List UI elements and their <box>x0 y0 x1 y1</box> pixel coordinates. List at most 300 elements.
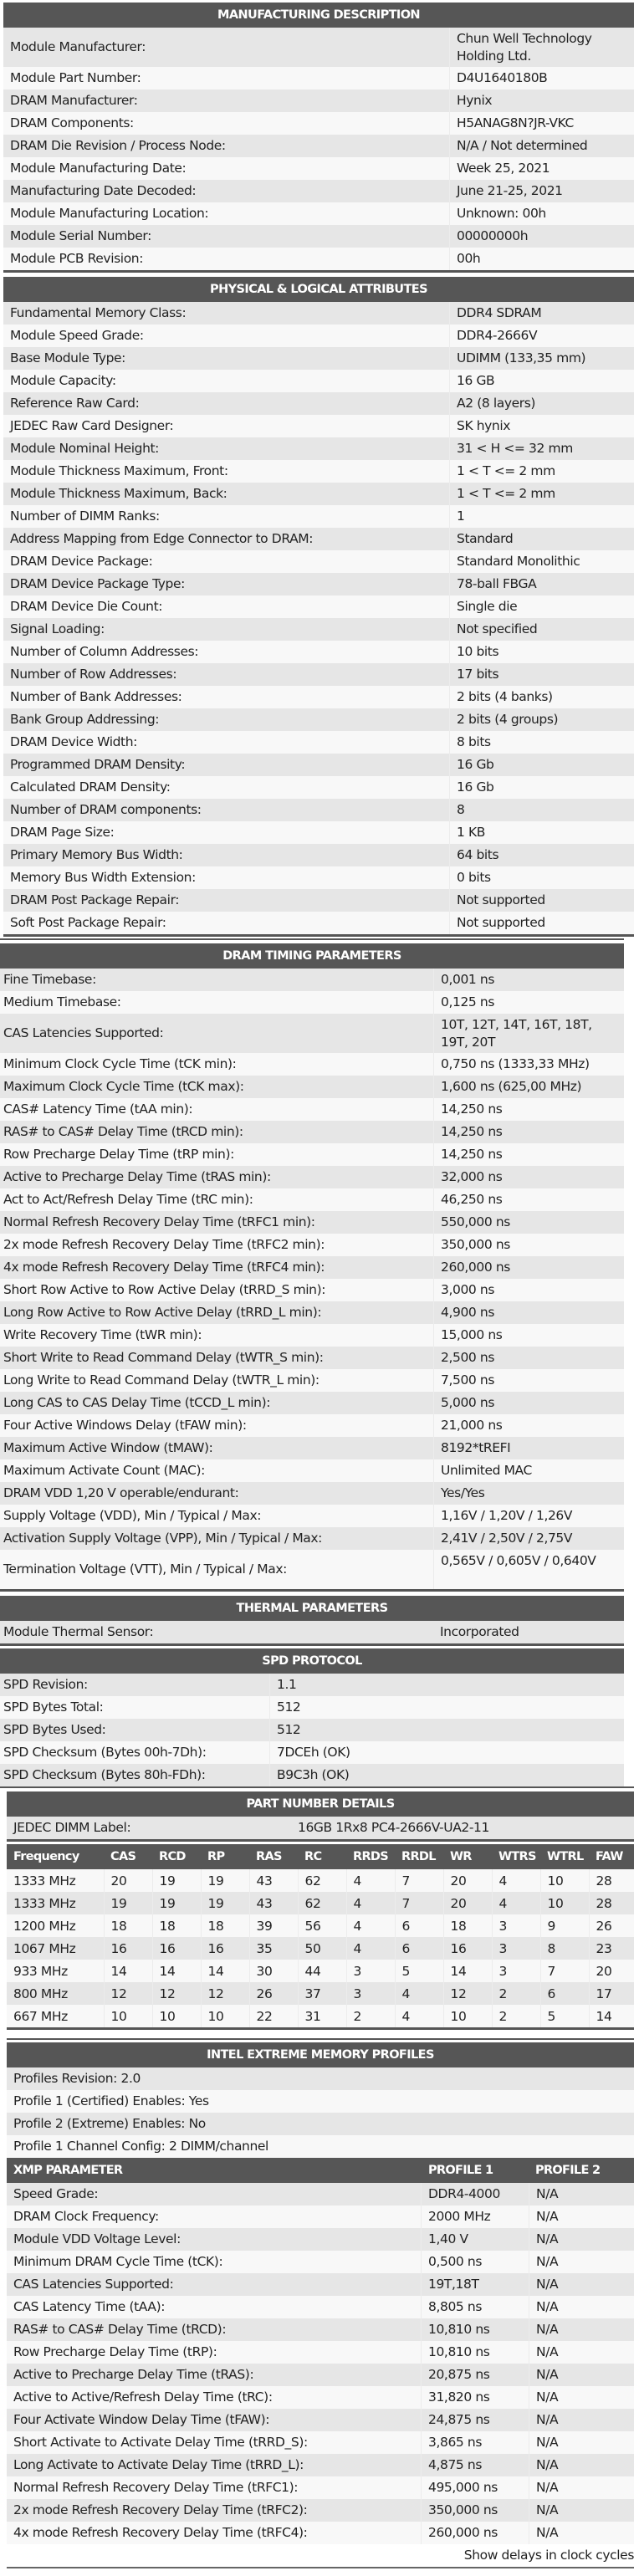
table-row <box>7 1982 634 2005</box>
row-label: Short Row Active to Row Active Delay (tRRD_S min): <box>3 1282 326 1297</box>
xmp-param-label: RAS# to CAS# Delay Time (tRCD): <box>13 2322 227 2337</box>
row-label: Number of Bank Addresses: <box>10 689 182 704</box>
table-cell: 12 <box>201 1982 249 2005</box>
table-cell: 8 <box>540 1937 589 1960</box>
table-cell: 14 <box>589 2005 634 2027</box>
row-value: 3,000 ns <box>433 1279 624 1301</box>
info-row <box>0 1741 624 1764</box>
xmp-row <box>7 2522 634 2544</box>
row-label: Signal Loading: <box>10 621 105 636</box>
xmp-row <box>7 2183 634 2205</box>
info-row <box>3 483 634 505</box>
show-delays-in-clock-cycles-link[interactable]: Show delays in clock cycles <box>463 2548 634 2563</box>
xmp-row <box>7 2476 634 2499</box>
row-value: N/A / Not determined <box>449 135 634 157</box>
info-row <box>3 573 634 595</box>
info-row <box>3 550 634 573</box>
row-label: Maximum Active Window (tMAW): <box>3 1440 213 1455</box>
info-row <box>3 302 634 325</box>
table-cell: 43 <box>249 1892 298 1914</box>
row-value: 0,565V / 0,605V / 0,640V <box>433 1550 608 1589</box>
info-row <box>3 28 634 67</box>
info-row <box>0 991 624 1014</box>
profile2-value: N/A <box>529 2386 634 2409</box>
table-cell: 20 <box>443 1892 492 1914</box>
row-label: JEDEC Raw Card Designer: <box>10 418 174 433</box>
row-label: Module Manufacturing Location: <box>10 206 209 221</box>
table-cell: 800 MHz <box>7 1982 104 2005</box>
table-cell: 4 <box>492 1892 540 1914</box>
section-divider <box>7 1786 634 1788</box>
section-divider <box>0 1589 624 1592</box>
info-row <box>3 202 634 225</box>
manufacturing-section <box>3 3 634 273</box>
column-header-ras: RAS <box>249 1844 298 1869</box>
xmp-row <box>7 2251 634 2273</box>
table-cell: 18 <box>104 1914 152 1937</box>
table-cell: 16 <box>104 1937 152 1960</box>
row-label: Memory Bus Width Extension: <box>10 870 196 885</box>
profile1-value: 31,820 ns <box>421 2386 529 2409</box>
row-label: SPD Checksum (Bytes 80h-FDh): <box>3 1767 206 1782</box>
row-value: 14,250 ns <box>433 1098 624 1121</box>
info-row <box>3 370 634 392</box>
info-row <box>3 135 634 157</box>
profile2-value: N/A <box>529 2454 634 2476</box>
info-row <box>0 1719 624 1741</box>
jedec-label: JEDEC DIMM Label: <box>13 1820 131 1835</box>
info-row <box>3 866 634 889</box>
table-cell: 18 <box>152 1914 201 1937</box>
info-row <box>3 528 634 550</box>
profile1-value: 24,875 ns <box>421 2409 529 2431</box>
profile1-value: 2000 MHz <box>421 2205 529 2228</box>
row-value: 78-ball FBGA <box>449 573 634 595</box>
row-label: DRAM Device Package Type: <box>10 576 185 591</box>
row-value: SK hynix <box>449 415 634 437</box>
table-cell: 6 <box>540 1982 589 2005</box>
row-label: Number of Row Addresses: <box>10 667 177 682</box>
info-row <box>3 663 634 686</box>
row-value: 16 Gb <box>449 776 634 799</box>
row-label: Long Write to Read Command Delay (tWTR_L min): <box>3 1372 320 1388</box>
table-cell: 28 <box>589 1869 634 1892</box>
profile1-value: 1,40 V <box>421 2228 529 2251</box>
table-cell: 4 <box>346 1937 395 1960</box>
info-row <box>3 112 634 135</box>
row-label: Minimum Clock Cycle Time (tCK min): <box>3 1056 237 1071</box>
row-label: Number of DRAM components: <box>10 802 202 817</box>
row-value: DDR4-2666V <box>449 325 634 347</box>
xmp-row <box>7 2228 634 2251</box>
physical-rows <box>3 302 634 934</box>
row-label: 4x mode Refresh Recovery Delay Time (tRFC4 min): <box>3 1260 325 1275</box>
table-row <box>7 1914 634 1937</box>
info-row <box>0 1527 624 1550</box>
row-label: Row Precharge Delay Time (tRP min): <box>3 1147 234 1162</box>
row-value: Unlimited MAC <box>433 1459 624 1482</box>
table-cell: 19 <box>152 1892 201 1914</box>
row-value: 2,500 ns <box>433 1347 624 1369</box>
profile1-value: 20,875 ns <box>421 2364 529 2386</box>
xmp-row <box>7 2273 634 2296</box>
info-row <box>3 347 634 370</box>
table-cell: 23 <box>589 1937 634 1960</box>
table-cell: 2 <box>492 1982 540 2005</box>
row-label: Act to Act/Refresh Delay Time (tRC min): <box>3 1192 253 1207</box>
info-row <box>3 889 634 912</box>
info-row <box>0 1014 624 1053</box>
info-row <box>0 1076 624 1098</box>
section-divider <box>3 934 634 937</box>
section-divider <box>7 2567 634 2568</box>
info-row <box>3 89 634 112</box>
row-label: DRAM Page Size: <box>10 825 115 840</box>
row-label: Soft Post Package Repair: <box>10 915 166 930</box>
table-cell: 3 <box>492 1914 540 1937</box>
info-row <box>3 392 634 415</box>
profile1-value: DDR4-4000 <box>421 2183 529 2205</box>
info-row <box>3 776 634 799</box>
row-label: Long Row Active to Row Active Delay (tRRD_L min): <box>3 1305 322 1320</box>
row-value: 10T, 12T, 14T, 16T, 18T, 19T, 20T <box>433 1014 608 1053</box>
row-value: 1 < T <= 2 mm <box>449 483 634 505</box>
row-value: 260,000 ns <box>433 1256 624 1279</box>
table-cell: 62 <box>298 1892 346 1914</box>
table-cell: 44 <box>298 1960 346 1982</box>
info-row <box>0 969 624 991</box>
row-value: Standard <box>449 528 634 550</box>
info-row <box>0 1505 624 1527</box>
table-cell: 14 <box>443 1960 492 1982</box>
profile1-value: 8,805 ns <box>421 2296 529 2318</box>
row-value: 512 <box>269 1719 624 1741</box>
table-cell: 16 <box>443 1937 492 1960</box>
row-label: 2x mode Refresh Recovery Delay Time (tRFC2 min): <box>3 1237 325 1252</box>
spd-section <box>0 1648 624 1788</box>
row-label: Module Thermal Sensor: <box>3 1624 154 1639</box>
row-value: UDIMM (133,35 mm) <box>449 347 634 370</box>
xmp-param-label: Long Activate to Activate Delay Time (tRRD_L): <box>13 2457 304 2472</box>
table-cell: 1333 MHz <box>7 1892 104 1914</box>
info-row <box>3 799 634 821</box>
info-row <box>3 180 634 202</box>
table-cell: 3 <box>346 1982 395 2005</box>
row-value: 21,000 ns <box>433 1414 624 1437</box>
row-value: 14,250 ns <box>433 1143 624 1166</box>
xmp-info-row <box>7 2090 634 2113</box>
row-value: 1,16V / 1,20V / 1,26V <box>433 1505 624 1527</box>
xmp-param-label: Module VDD Voltage Level: <box>13 2231 181 2246</box>
row-value: 00h <box>449 248 634 270</box>
timing-rows <box>0 969 624 1589</box>
row-label: DRAM Device Die Count: <box>10 599 163 614</box>
profile2-value: N/A <box>529 2205 634 2228</box>
row-label: Base Module Type: <box>10 350 125 365</box>
info-row <box>0 1211 624 1234</box>
row-value: 7DCEh (OK) <box>269 1741 624 1764</box>
table-cell: 7 <box>395 1869 443 1892</box>
info-row <box>0 1414 624 1437</box>
xmp-row <box>7 2454 634 2476</box>
table-cell: 37 <box>298 1982 346 2005</box>
row-label: Manufacturing Date Decoded: <box>10 183 197 198</box>
column-header-rcd: RCD <box>152 1844 201 1869</box>
table-cell: 19 <box>152 1869 201 1892</box>
section-header: MANUFACTURING DESCRIPTION <box>3 3 634 28</box>
info-row <box>3 505 634 528</box>
row-label: Activation Supply Voltage (VPP), Min / Typical / Max: <box>3 1531 323 1546</box>
row-label: Number of DIMM Ranks: <box>10 509 160 524</box>
row-value: Standard Monolithic <box>449 550 634 573</box>
section-divider <box>0 938 624 940</box>
section-divider <box>3 270 634 273</box>
column-header-rrds: RRDS <box>346 1844 395 1869</box>
info-row <box>0 1234 624 1256</box>
column-header-rc: RC <box>298 1844 346 1869</box>
row-label: Write Recovery Time (tWR min): <box>3 1327 202 1342</box>
row-label: Calculated DRAM Density: <box>10 779 171 795</box>
row-label: Normal Refresh Recovery Delay Time (tRFC1 min): <box>3 1214 315 1229</box>
frequency-timing-table <box>7 1844 634 2027</box>
table-cell: 3 <box>492 1960 540 1982</box>
table-cell: 7 <box>395 1892 443 1914</box>
xmp-param-label: Short Activate to Activate Delay Time (tRRD_S): <box>13 2435 308 2450</box>
info-row <box>3 708 634 731</box>
info-row <box>3 67 634 89</box>
row-label: Termination Voltage (VTT), Min / Typical / Max: <box>3 1561 287 1577</box>
section-header: PART NUMBER DETAILS <box>7 1791 634 1817</box>
table-cell: 4 <box>395 1982 443 2005</box>
info-row <box>3 157 634 180</box>
profile1-header: PROFILE 1 <box>428 2164 493 2177</box>
row-value: 2,41V / 2,50V / 2,75V <box>433 1527 624 1550</box>
table-cell: 16 <box>152 1937 201 1960</box>
xmp-section <box>7 2042 634 2568</box>
table-cell: 10 <box>540 1869 589 1892</box>
row-label: DRAM Post Package Repair: <box>10 892 180 907</box>
row-label: Module Speed Grade: <box>10 328 144 343</box>
info-row <box>0 1143 624 1166</box>
row-value: DDR4 SDRAM <box>449 302 634 325</box>
info-row <box>3 641 634 663</box>
table-cell: 9 <box>540 1914 589 1937</box>
row-value: Not supported <box>449 912 634 934</box>
row-value: 64 bits <box>449 844 634 866</box>
table-cell: 1200 MHz <box>7 1914 104 1937</box>
info-row <box>3 754 634 776</box>
table-cell: 14 <box>201 1960 249 1982</box>
row-label: CAS Latencies Supported: <box>3 1025 164 1040</box>
info-row <box>0 1121 624 1143</box>
info-row <box>3 821 634 844</box>
xmp-rows <box>7 2183 634 2544</box>
xmp-row <box>7 2431 634 2454</box>
row-label: CAS# Latency Time (tAA min): <box>3 1101 193 1117</box>
table-cell: 17 <box>589 1982 634 2005</box>
row-value: 17 bits <box>449 663 634 686</box>
column-header-cas: CAS <box>104 1844 152 1869</box>
info-row <box>3 248 634 270</box>
info-row <box>3 325 634 347</box>
table-cell: 933 MHz <box>7 1960 104 1982</box>
row-value: 32,000 ns <box>433 1166 624 1188</box>
row-label: Address Mapping from Edge Connector to DRAM: <box>10 531 314 546</box>
row-label: DRAM Components: <box>10 115 134 130</box>
row-label: Fundamental Memory Class: <box>10 305 187 320</box>
table-cell: 20 <box>443 1869 492 1892</box>
profile1-value: 495,000 ns <box>421 2476 529 2499</box>
profile2-value: N/A <box>529 2522 634 2544</box>
xmp-row <box>7 2318 634 2341</box>
table-cell: 10 <box>104 2005 152 2027</box>
profile1-value: 3,865 ns <box>421 2431 529 2454</box>
info-row <box>3 415 634 437</box>
xmp-info-text: Profiles Revision: 2.0 <box>13 2071 141 2086</box>
table-cell: 18 <box>201 1914 249 1937</box>
info-row <box>0 1621 624 1643</box>
table-row <box>7 2005 634 2027</box>
row-value: Week 25, 2021 <box>449 157 634 180</box>
table-cell: 19 <box>201 1869 249 1892</box>
row-label: Module Capacity: <box>10 373 116 388</box>
row-label: Module Serial Number: <box>10 228 151 243</box>
profile2-value: N/A <box>529 2251 634 2273</box>
profile2-value: N/A <box>529 2341 634 2364</box>
info-row <box>0 1301 624 1324</box>
table-cell: 10 <box>540 1892 589 1914</box>
info-row <box>0 1674 624 1696</box>
profile2-value: N/A <box>529 2183 634 2205</box>
xmp-param-label: Row Precharge Delay Time (tRP): <box>13 2344 217 2359</box>
row-value: 512 <box>269 1696 624 1719</box>
table-cell: 7 <box>540 1960 589 1982</box>
manufacturing-rows <box>3 28 634 270</box>
row-label: DRAM VDD 1,20 V operable/endurant: <box>3 1485 239 1500</box>
row-value: Yes/Yes <box>433 1482 624 1505</box>
column-header-wtrs: WTRS <box>492 1844 540 1869</box>
profile2-value: N/A <box>529 2318 634 2341</box>
row-value: 2 bits (4 groups) <box>449 708 634 731</box>
row-value: 16 Gb <box>449 754 634 776</box>
row-value: 1 KB <box>449 821 634 844</box>
profile2-value: N/A <box>529 2273 634 2296</box>
info-row <box>0 1764 624 1786</box>
profile2-value: N/A <box>529 2409 634 2431</box>
profile1-value: 10,810 ns <box>421 2341 529 2364</box>
row-value: 8192*tREFI <box>433 1437 624 1459</box>
profile1-value: 260,000 ns <box>421 2522 529 2544</box>
xmp-row <box>7 2499 634 2522</box>
table-row <box>7 1892 634 1914</box>
timing-section <box>0 943 624 1592</box>
table-row <box>7 1869 634 1892</box>
section-divider <box>7 2027 634 2030</box>
profile2-value: N/A <box>529 2431 634 2454</box>
physical-section <box>3 277 634 937</box>
profile1-value: 4,875 ns <box>421 2454 529 2476</box>
info-row <box>0 1696 624 1719</box>
row-label: Maximum Clock Cycle Time (tCK max): <box>3 1079 244 1094</box>
row-label: Long CAS to CAS Delay Time (tCCD_L min): <box>3 1395 271 1410</box>
xmp-param-label: 4x mode Refresh Recovery Delay Time (tRFC4): <box>13 2525 308 2540</box>
row-value: 14,250 ns <box>433 1121 624 1143</box>
row-label: Four Active Windows Delay (tFAW min): <box>3 1418 247 1433</box>
column-header-wr: WR <box>443 1844 492 1869</box>
row-value: Hynix <box>449 89 634 112</box>
xmp-row <box>7 2386 634 2409</box>
row-value: 8 bits <box>449 731 634 754</box>
xmp-param-label: 2x mode Refresh Recovery Delay Time (tRFC2): <box>13 2502 308 2517</box>
xmp-param-label: Speed Grade: <box>13 2186 99 2201</box>
column-header-rrdl: RRDL <box>395 1844 443 1869</box>
row-value: 1 <box>449 505 634 528</box>
xmp-row <box>7 2205 634 2228</box>
xmp-info-rows <box>7 2067 634 2158</box>
row-value: June 21-25, 2021 <box>449 180 634 202</box>
xmp-param-label: Active to Precharge Delay Time (tRAS): <box>13 2367 254 2382</box>
info-row <box>3 912 634 934</box>
table-cell: 20 <box>104 1869 152 1892</box>
xmp-row <box>7 2341 634 2364</box>
table-cell: 1067 MHz <box>7 1937 104 1960</box>
table-cell: 28 <box>589 1892 634 1914</box>
section-header: PHYSICAL & LOGICAL ATTRIBUTES <box>3 277 634 302</box>
row-label: Module PCB Revision: <box>10 251 144 266</box>
table-cell: 22 <box>249 2005 298 2027</box>
profile2-value: N/A <box>529 2499 634 2522</box>
row-label: Short Write to Read Command Delay (tWTR_S min): <box>3 1350 324 1365</box>
info-row <box>0 1482 624 1505</box>
row-value: 0,750 ns (1333,33 MHz) <box>433 1053 624 1076</box>
info-row <box>3 844 634 866</box>
row-value: 4,900 ns <box>433 1301 624 1324</box>
table-cell: 50 <box>298 1937 346 1960</box>
row-value: 00000000h <box>449 225 634 248</box>
row-value: 46,250 ns <box>433 1188 624 1211</box>
info-row <box>0 1166 624 1188</box>
table-cell: 19 <box>104 1892 152 1914</box>
row-value: Not supported <box>449 889 634 912</box>
row-value: Chun Well Technology Holding Ltd. <box>449 28 634 67</box>
section-header: THERMAL PARAMETERS <box>0 1596 624 1621</box>
table-cell: 5 <box>395 1960 443 1982</box>
xmp-param-label: CAS Latency Time (tAA): <box>13 2299 166 2314</box>
jedec-value: 16GB 1Rx8 PC4-2666V-UA2-11 <box>298 1820 489 1835</box>
row-label: Fine Timebase: <box>3 972 96 987</box>
xmp-row <box>7 2409 634 2431</box>
xmp-info-row <box>7 2135 634 2158</box>
profile1-value: 10,810 ns <box>421 2318 529 2341</box>
row-value: 10 bits <box>449 641 634 663</box>
column-header-frequency: Frequency <box>7 1844 104 1869</box>
xmp-param-label: Normal Refresh Recovery Delay Time (tRFC1): <box>13 2480 299 2495</box>
table-cell: 20 <box>589 1960 634 1982</box>
table-cell: 43 <box>249 1869 298 1892</box>
xmp-info-text: Profile 1 (Certified) Enables: Yes <box>13 2093 209 2108</box>
row-label: DRAM Manufacturer: <box>10 93 138 108</box>
row-label: Maximum Activate Count (MAC): <box>3 1463 205 1478</box>
table-cell: 12 <box>104 1982 152 2005</box>
table-cell: 3 <box>346 1960 395 1982</box>
row-label: Supply Voltage (VDD), Min / Typical / Max: <box>3 1508 262 1523</box>
table-cell: 2 <box>346 2005 395 2027</box>
row-value: 1.1 <box>269 1674 624 1696</box>
xmp-param-label: CAS Latencies Supported: <box>13 2277 174 2292</box>
table-cell: 667 MHz <box>7 2005 104 2027</box>
info-row <box>0 1256 624 1279</box>
row-label: DRAM Device Package: <box>10 554 153 569</box>
